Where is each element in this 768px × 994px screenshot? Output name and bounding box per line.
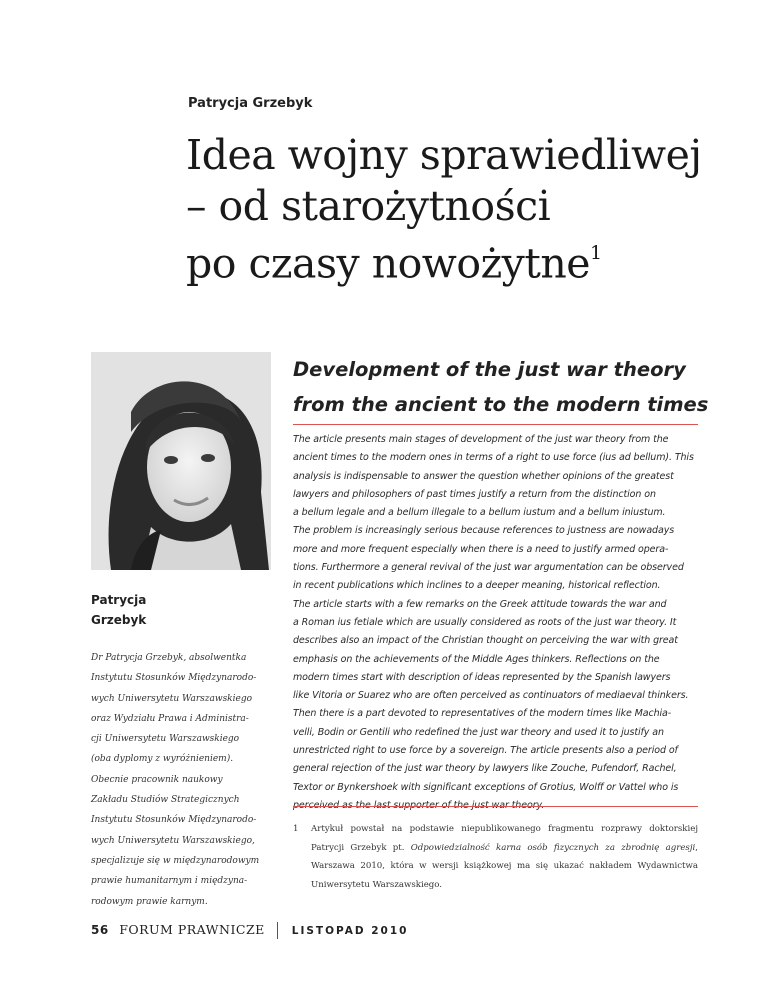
abstract-line: a bellum legale and a bellum illegale to a bellum iustum and a bellum iniustum. <box>293 507 666 519</box>
title-line: po czasy nowożytne$^1$ <box>186 239 602 288</box>
abstract-line: describes also an impact of the Christian thought on perceiving the war with great <box>293 635 678 647</box>
abstract-line: emphasis on the achievements of the Middle Ages thinkers. Reflections on the <box>293 653 660 665</box>
footer-divider <box>277 922 278 939</box>
abstract-line: analysis is indispensable to answer the question whether opinions of the greatest <box>293 470 674 482</box>
abstract-line: unrestricted right to use force by a sovereign. The article presents also a period of <box>293 745 678 757</box>
abstract-line: velli, Bodin or Gentili who redefined the just war theory and used it to justify an <box>293 726 664 738</box>
title-line: Idea wojny sprawiedliwej <box>186 131 702 179</box>
abstract-line: tions. Furthermore a general revival of the just war argumentation can be observed <box>293 562 684 574</box>
bio-line: Dr Patrycja Grzebyk, absolwentka <box>91 653 247 663</box>
abstract-line: ancient times to the modern ones in terms of a right to use force (ius ad bellum). This <box>293 452 694 464</box>
abstract-bottom-rule <box>293 806 698 807</box>
journal-name: FORUM PRAWNICZE <box>119 922 265 937</box>
page-number: 56 <box>91 923 109 937</box>
abstract-line: like Vitoria or Suarez who are often perceived as continuators of mediaeval thinkers. <box>293 690 689 702</box>
abstract-line: Textor or Bynkershoek with significant exceptions of Grotius, Wolff or Vattel who is <box>293 781 679 793</box>
abstract-line: The article starts with a few remarks on the Greek attitude towards the war and <box>293 598 667 610</box>
abstract-line: modern times start with description of ideas represented by the Spanish lawyers <box>293 671 671 683</box>
english-title-line: from the ancient to the modern times <box>293 393 709 416</box>
author-name <box>91 590 146 630</box>
bio-line: specjalizuje się w międzynarodowym <box>91 855 260 866</box>
footnote-text: Artykuł powstał na podstawie niepublikowanego fragmentu rozprawy doktorskiej Patrycji Grzebyk pt. Odpowiedzialność karna osób fizycznych za zbrodnię agresji, Warszawa 2010, która w wersji książkowej ma się ukazać nakładem Wydawnictwa Uniwersytetu Warszawskiego. <box>311 824 698 890</box>
abstract-line: general rejection of the just war theory by lawyers like Zouche, Pufendorf, Rachel, <box>293 763 677 775</box>
abstract-line: The article presents main stages of development of the just war theory from the <box>293 434 669 445</box>
footnote-number: 1 <box>293 824 299 834</box>
abstract-line: in recent publications which inclines to a deeper meaning, historical reflection. <box>293 580 661 592</box>
bio-line: (oba dyplomy z wyróżnieniem). <box>91 754 234 765</box>
bio-line: oraz Wydziału Prawa i Administra- <box>91 713 249 724</box>
abstract-top-rule <box>293 424 698 425</box>
author-photo <box>91 352 271 570</box>
title-footnote-mark[interactable]: 1 <box>589 242 602 264</box>
abstract-line: a Roman ius fetiale which are usually considered as roots of the just war theory. It <box>293 616 677 628</box>
bio-line: rodowym prawie karnym. <box>91 896 208 907</box>
english-title <box>293 352 733 422</box>
english-title-line: Development of the just war theory <box>293 358 686 381</box>
bio-line: wych Uniwersytetu Warszawskiego <box>91 693 253 704</box>
article-title <box>186 130 746 290</box>
abstract-line: Then there is a part devoted to representatives of the modern times like Machia- <box>293 708 672 720</box>
abstract <box>293 431 697 815</box>
bio-line: cji Uniwersytetu Warszawskiego <box>91 734 240 745</box>
page-footer <box>91 922 408 939</box>
article-author: Patrycja Grzebyk <box>188 96 313 111</box>
issue-date: LISTOPAD 2010 <box>291 925 409 937</box>
title-line: – od starożytności <box>186 182 551 230</box>
author-name-line: Grzebyk <box>91 613 147 627</box>
bio-line: Obecnie pracownik naukowy <box>91 774 223 785</box>
abstract-line: more and more frequent especially when there is a need to justify armed opera- <box>293 543 669 555</box>
abstract-line: lawyers and philosophers of past times justify a return from the distinction on <box>293 488 656 500</box>
bio-line: Instytutu Stosunków Międzynarodo- <box>91 673 257 684</box>
footnote <box>293 820 698 894</box>
bio-line: wych Uniwersytetu Warszawskiego, <box>91 835 255 846</box>
abstract-line: The problem is increasingly serious because references to justness are nowadays <box>293 525 675 537</box>
author-name-line: Patrycja <box>91 593 147 607</box>
footnote-cited-title: Odpowiedzialność karna osób fizycznych za zbrodnię agresji <box>410 842 696 853</box>
author-bio <box>91 648 281 912</box>
bio-line: prawie humanitarnym i międzyna- <box>91 876 248 887</box>
bio-line: Instytutu Stosunków Międzynarodo- <box>91 815 257 826</box>
bio-line: Zakładu Studiów Strategicznych <box>91 795 240 806</box>
